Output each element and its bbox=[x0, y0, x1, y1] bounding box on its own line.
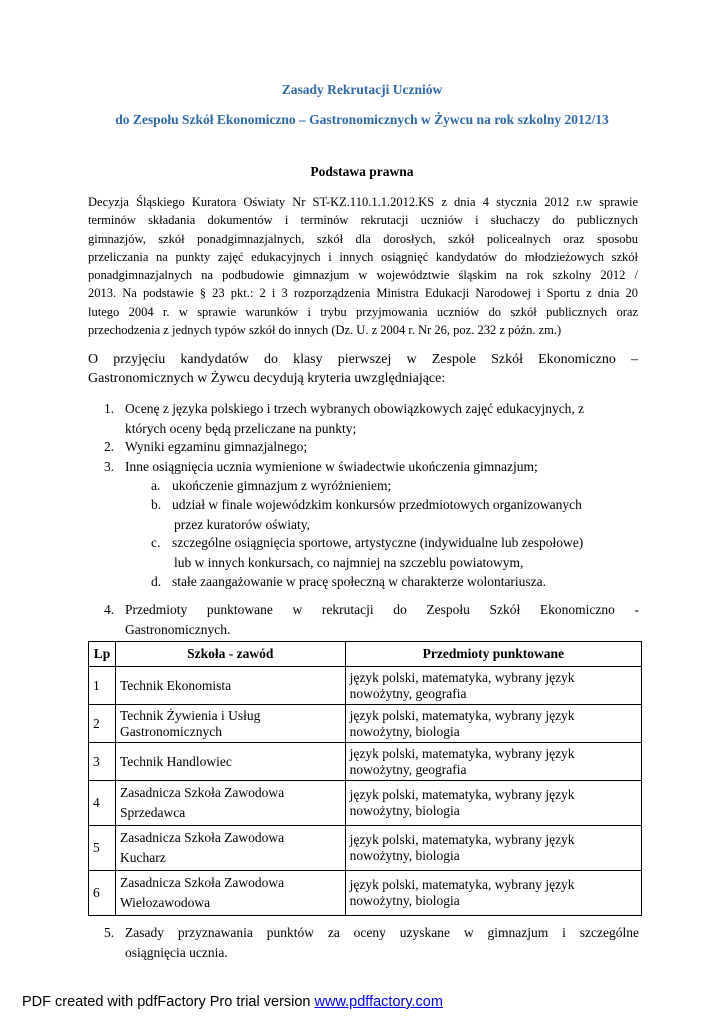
criteria-item-3 bbox=[104, 457, 644, 477]
cell-text: język polski, matematyka, wybrany język bbox=[349, 787, 575, 802]
cell-text: język polski, matematyka, wybrany język bbox=[349, 707, 575, 723]
table-header-row bbox=[89, 642, 642, 667]
list-item-text: stałe zaangażowanie w pracę społeczną w charakterze wolontariusza. bbox=[172, 574, 547, 589]
pdf-footer bbox=[22, 994, 443, 1010]
column-header-subjects: Przedmioty punktowane bbox=[345, 642, 641, 667]
cell-lp: 1 bbox=[89, 667, 116, 705]
cell-school bbox=[115, 871, 345, 916]
legal-line: przeliczania na punkty zajęć edukacyjnych i innych osiągnięć kandydatów do młodzieżowych szkół bbox=[88, 249, 638, 264]
cell-school bbox=[115, 705, 345, 743]
legal-line: terminów składania dokumentów i terminów rekrutacji uczniów i słuchaczy do publicznych bbox=[88, 213, 638, 228]
cell-text: język polski, matematyka, wybrany język bbox=[349, 669, 575, 685]
cell-subjects bbox=[345, 781, 641, 826]
list-number: 5. bbox=[104, 925, 115, 940]
list-item-text: osiągnięcia ucznia. bbox=[125, 944, 228, 960]
criteria-item-5 bbox=[104, 923, 639, 962]
subjects-table bbox=[88, 641, 642, 916]
sub-criteria-item-d bbox=[151, 572, 631, 592]
table-row bbox=[89, 826, 642, 871]
list-number: 2. bbox=[104, 439, 115, 454]
legal-line: Decyzja Śląskiego Kuratora Oświaty Nr ST-KZ.110.1.1.2012.KS z dnia 4 stycznia 2012 r.w sprawie bbox=[88, 195, 638, 209]
list-item-text: Zasady przyznawania punktów za oceny uzyskane w gimnazjum i szczególne bbox=[125, 925, 639, 940]
cell-text: Technik Handlowiec bbox=[119, 753, 232, 769]
cell-subjects bbox=[345, 743, 641, 781]
list-number: 3. bbox=[104, 459, 115, 474]
footer-link[interactable]: www.pdffactory.com bbox=[314, 994, 443, 1010]
list-item-text: Gastronomicznych. bbox=[125, 621, 231, 637]
intro-paragraph bbox=[88, 350, 638, 388]
cell-text: Sprzedawca bbox=[119, 805, 186, 820]
cell-lp: 5 bbox=[89, 826, 116, 871]
cell-text: język polski, matematyka, wybrany język bbox=[349, 832, 575, 847]
list-item-text: ukończenie gimnazjum z wyróżnieniem; bbox=[172, 478, 392, 493]
list-item-text: przez kuratorów oświaty, bbox=[174, 516, 310, 532]
list-letter: b. bbox=[151, 497, 162, 512]
cell-text: nowożytny, biologia bbox=[349, 803, 460, 818]
cell-text: Zasadnicza Szkoła Zawodowa bbox=[119, 875, 285, 890]
cell-lp: 4 bbox=[89, 781, 116, 826]
table-row bbox=[89, 705, 642, 743]
legal-line: lutego 2004 r. w sprawie warunków i trybu przyjmowania uczniów do szkół publicznych oraz bbox=[88, 304, 638, 319]
legal-line: ponadgimnazjalnych na podbudowie gimnazjum w województwie śląskim na rok szkolny 2012 / bbox=[88, 268, 638, 283]
cell-subjects bbox=[345, 667, 641, 705]
cell-school bbox=[115, 743, 345, 781]
cell-text: Zasadnicza Szkoła Zawodowa bbox=[119, 785, 285, 800]
sub-criteria-item-c bbox=[151, 533, 631, 572]
legal-basis-paragraph bbox=[88, 193, 638, 339]
legal-line: 2013. Na podstawie § 23 pkt.: 2 i 3 rozporządzenia Ministra Edukacji Narodowej i Sportu z dnia 20 bbox=[88, 286, 638, 301]
sub-criteria-item-b bbox=[151, 495, 631, 534]
cell-text: Zasadnicza Szkoła Zawodowa bbox=[119, 830, 285, 845]
criteria-item-2 bbox=[104, 437, 644, 457]
list-item-text: Ocenę z języka polskiego i trzech wybranych obowiązkowych zajęć edukacyjnych, z bbox=[125, 401, 585, 416]
footer-text: PDF created with pdfFactory Pro trial version bbox=[22, 994, 315, 1010]
list-item-text: Inne osiągnięcia ucznia wymienione w świadectwie ukończenia gimnazjum; bbox=[125, 459, 538, 474]
cell-text: nowożytny, geografia bbox=[349, 685, 467, 701]
cell-school bbox=[115, 667, 345, 705]
legal-line: przechodzenia z jednych typów szkół do innych (Dz. U. z 2004 r. Nr 26, poz. 232 z późn. zm.) bbox=[88, 323, 562, 338]
cell-subjects bbox=[345, 826, 641, 871]
cell-lp: 2 bbox=[89, 705, 116, 743]
list-item-text: udział w finale wojewódzkim konkursów przedmiotowych organizowanych bbox=[172, 497, 582, 512]
cell-text: język polski, matematyka, wybrany język bbox=[349, 745, 575, 761]
cell-school bbox=[115, 826, 345, 871]
cell-text: Gastronomicznych bbox=[119, 723, 222, 739]
criteria-item-4 bbox=[104, 600, 639, 639]
list-item-text: lub w innych konkursach, co najmniej na szczeblu powiatowym, bbox=[174, 554, 524, 570]
table-row bbox=[89, 667, 642, 705]
cell-school bbox=[115, 781, 345, 826]
sub-criteria-item-a bbox=[151, 476, 631, 496]
cell-text: język polski, matematyka, wybrany język bbox=[349, 877, 575, 892]
list-item-text: których oceny będą przeliczane na punkty; bbox=[125, 420, 357, 436]
legal-line: gimnazjów, szkół ponadgimnazjalnych, szkół dla dorosłych, szkół policealnych oraz sposobu bbox=[88, 231, 638, 246]
list-item-text: Przedmioty punktowane w rekrutacji do Zespołu Szkół Ekonomiczno - bbox=[125, 602, 639, 617]
list-letter: a. bbox=[151, 478, 161, 493]
document-title: Zasady Rekrutacji Uczniów bbox=[281, 82, 443, 97]
cell-text: nowożytny, biologia bbox=[349, 848, 460, 863]
cell-text: Technik Żywienia i Usług bbox=[119, 707, 261, 723]
list-item-text: szczególne osiągnięcia sportowe, artystyczne (indywidualne lub zespołowe) bbox=[172, 535, 584, 550]
column-header-lp: Lp bbox=[89, 642, 116, 667]
table-row bbox=[89, 781, 642, 826]
intro-line: O przyjęciu kandydatów do klasy pierwszej w Zespole Szkół Ekonomiczno – bbox=[88, 352, 638, 367]
cell-text: Technik Ekonomista bbox=[119, 677, 232, 693]
document-subtitle: do Zespołu Szkół Ekonomiczno – Gastronomicznych w Żywcu na rok szkolny 2012/13 bbox=[115, 112, 609, 127]
cell-text: nowożytny, biologia bbox=[349, 723, 460, 739]
list-number: 4. bbox=[104, 602, 115, 617]
list-number: 1. bbox=[104, 401, 115, 416]
intro-line: Gastronomicznych w Żywcu decydują kryteria uwzględniające: bbox=[88, 371, 446, 386]
cell-subjects bbox=[345, 705, 641, 743]
cell-lp: 6 bbox=[89, 871, 116, 916]
cell-text: nowożytny, biologia bbox=[349, 893, 460, 908]
cell-subjects bbox=[345, 871, 641, 916]
cell-text: nowożytny, geografia bbox=[349, 761, 467, 777]
cell-text: Kucharz bbox=[119, 850, 166, 865]
cell-lp: 3 bbox=[89, 743, 116, 781]
table-row bbox=[89, 743, 642, 781]
table-row bbox=[89, 871, 642, 916]
cell-text: Wielozawodowa bbox=[119, 895, 211, 910]
legal-basis-heading: Podstawa prawna bbox=[310, 164, 414, 179]
list-letter: d. bbox=[151, 574, 162, 589]
list-item-text: Wyniki egzaminu gimnazjalnego; bbox=[125, 439, 308, 454]
column-header-school: Szkoła - zawód bbox=[115, 642, 345, 667]
list-letter: c. bbox=[151, 535, 161, 550]
criteria-item-1 bbox=[104, 399, 644, 438]
